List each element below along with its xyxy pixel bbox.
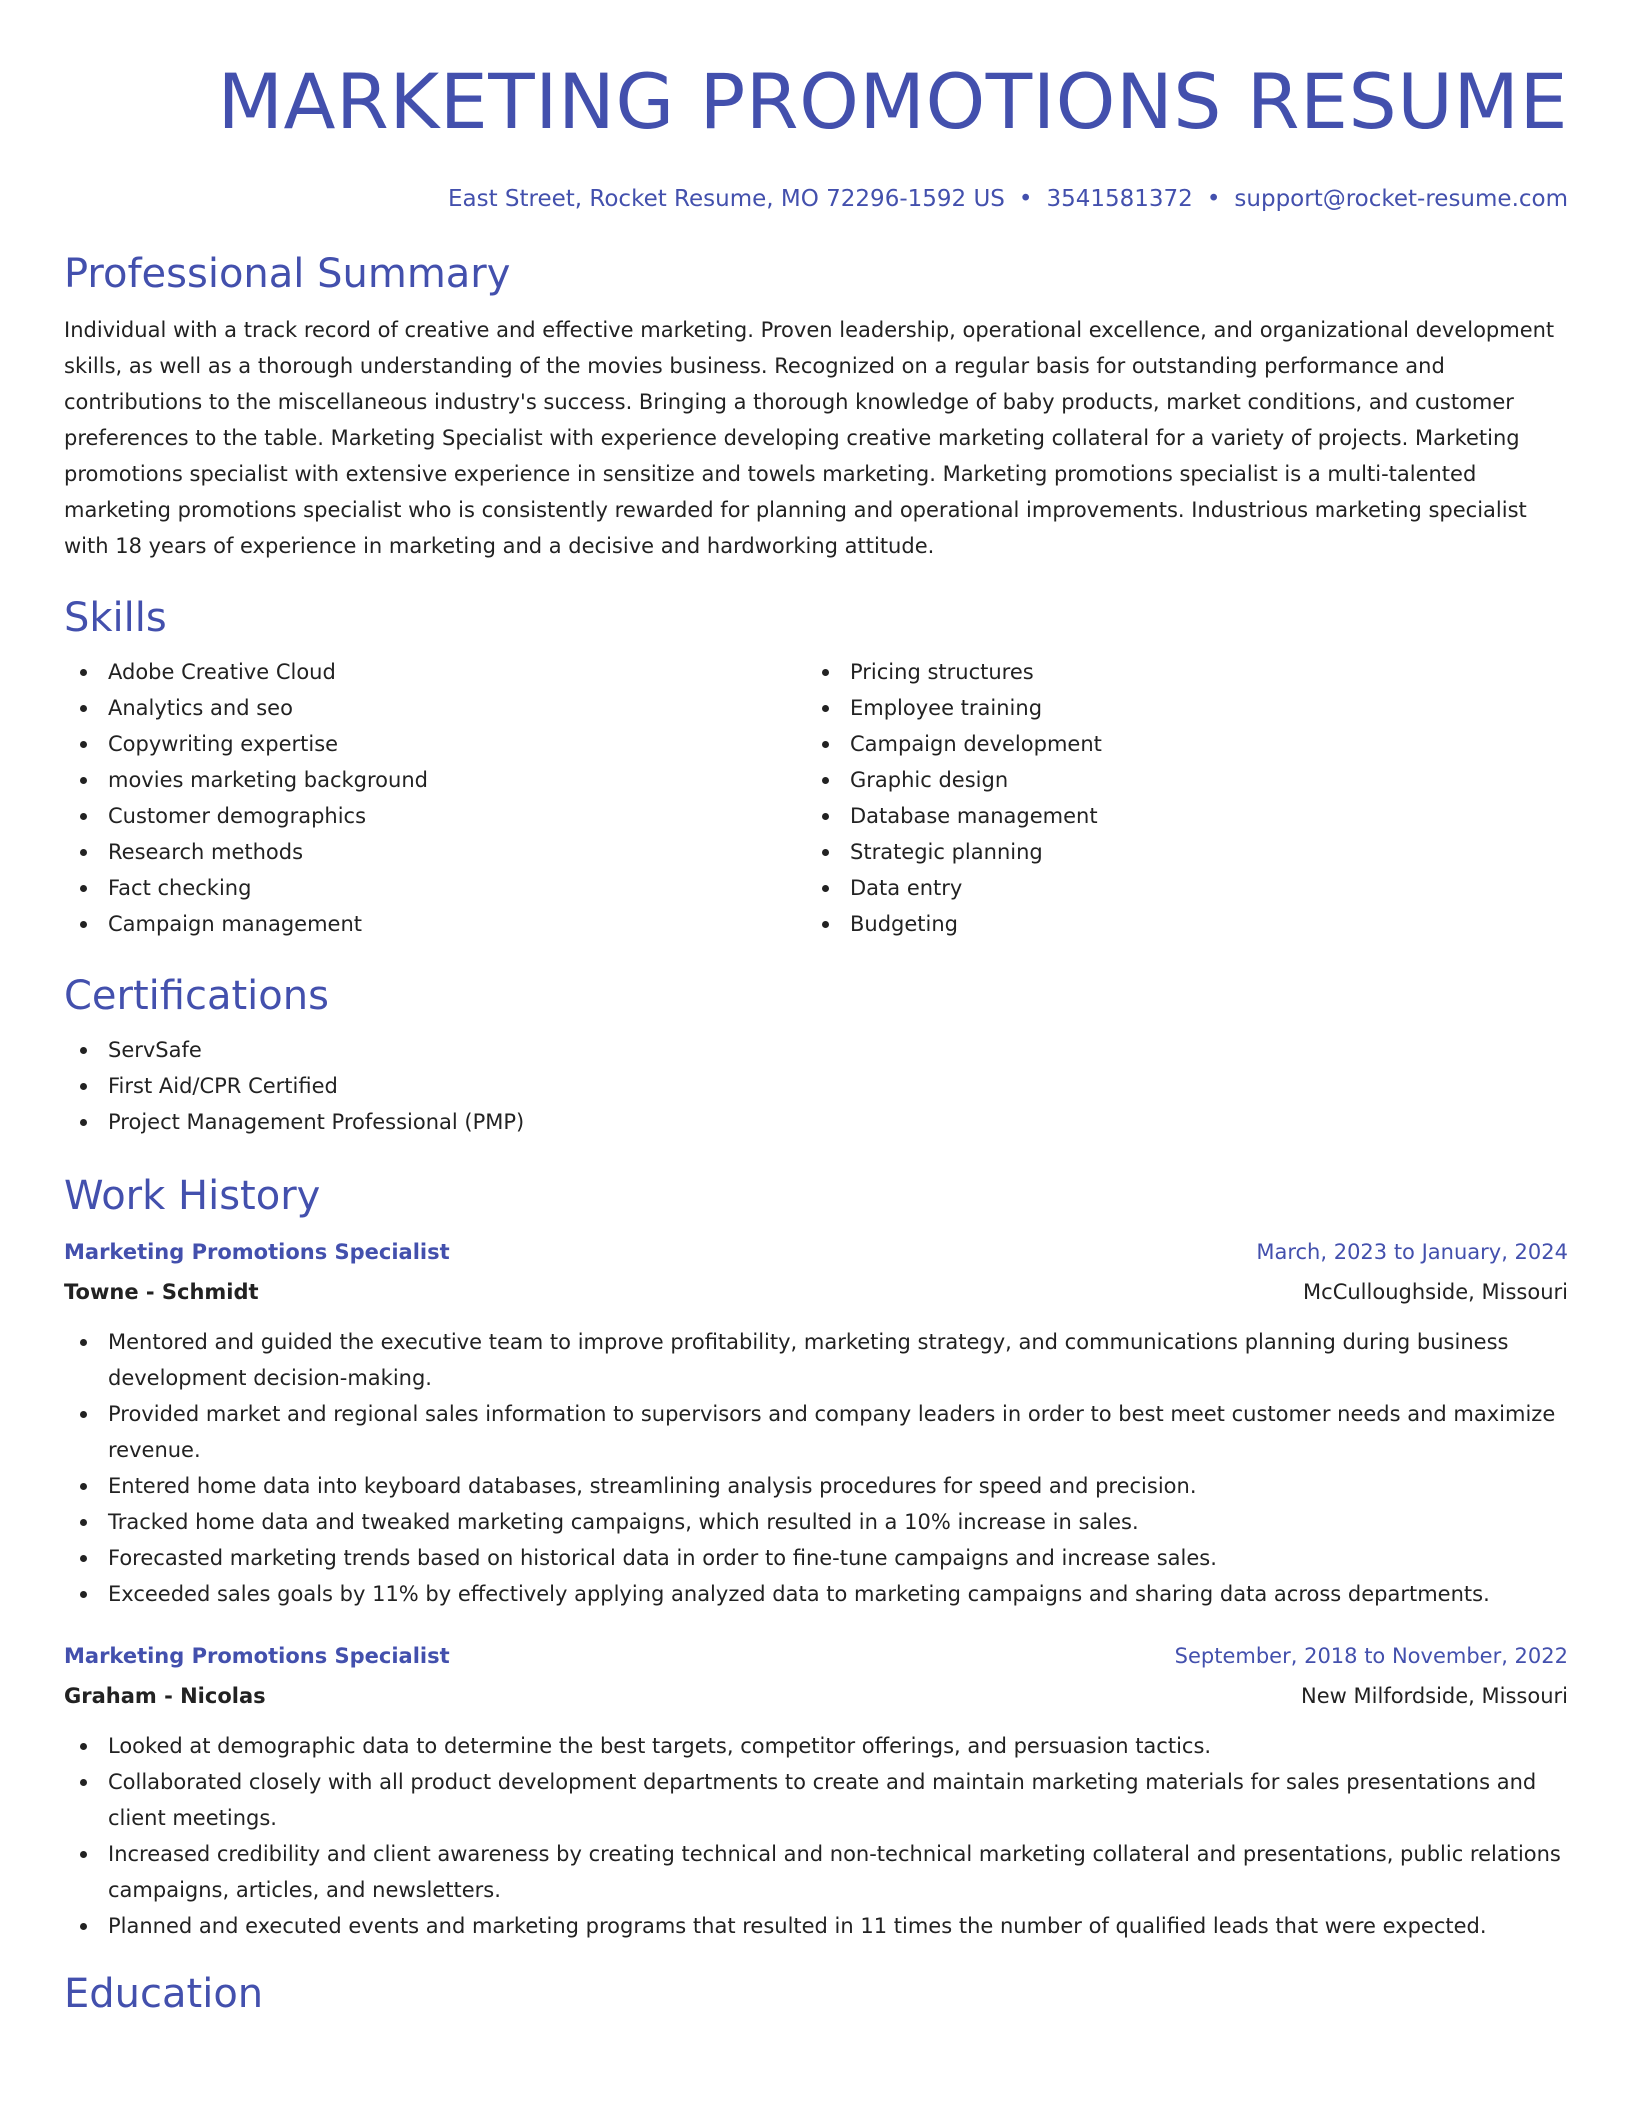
skill-item: Strategic planning [806, 834, 1548, 870]
summary-text: Individual with a track record of creative and effective marketing. Proven leadership, operational excellence, and organizational development skills, as well as a thorough understanding of the movies business. Recognized on a regular basis for outstanding performance and contributions to the miscellaneous industry's success. Bringing a thorough knowledge of baby products, market conditions, and customer preferences to the table. Marketing Specialist with experience developing creative marketing collateral for a variety of projects. Marketing promotions specialist with extensive experience in sensitize and towels marketing. Marketing promotions specialist is a multi-talented marketing promotions specialist who is consistently rewarded for planning and operational improvements. Industrious marketing specialist with 18 years of experience in marketing and a decisive and hardworking attitude. [64, 318, 1555, 558]
skills-heading: Skills [64, 595, 167, 641]
job-bullet: Entered home data into keyboard databases, streamlining analysis procedures for speed and precision. [64, 1468, 1568, 1504]
contact-line [64, 182, 1568, 216]
resume-page [64, 0, 1568, 2020]
job-bullet: Tracked home data and tweaked marketing campaigns, which resulted in a 10% increase in sales. [64, 1504, 1568, 1540]
skill-item: Adobe Creative Cloud [64, 654, 806, 690]
skill-item: Budgeting [806, 906, 1548, 942]
job-bullets [64, 1324, 1568, 1612]
contact-phone: 3541581372 [1046, 186, 1193, 212]
summary-heading: Professional Summary [64, 251, 511, 297]
job-bullet: Forecasted marketing trends based on historical data in order to fine-tune campaigns and increase sales. [64, 1540, 1568, 1576]
certifications-section [64, 970, 1568, 1140]
skill-item: Pricing structures [806, 654, 1548, 690]
education-section [64, 1968, 1568, 2020]
job-bullet: Increased credibility and client awareness by creating technical and non-technical marketing collateral and presentations, public relations campaigns, articles, and newsletters. [64, 1836, 1568, 1908]
certification-item: ServSafe [64, 1032, 1568, 1068]
certification-item: First Aid/CPR Certified [64, 1068, 1568, 1104]
job-company: Towne - Schmidt [64, 1280, 259, 1304]
job-location: New Milfordside, Missouri [1301, 1684, 1568, 1708]
summary-section [64, 248, 1568, 564]
certification-item: Project Management Professional (PMP) [64, 1104, 1568, 1140]
job-bullet: Mentored and guided the executive team to improve profitability, marketing strategy, and communications planning during business development decision-making. [64, 1324, 1568, 1396]
skill-item: Copywriting expertise [64, 726, 806, 762]
skill-item: Research methods [64, 834, 806, 870]
job-entry [64, 1232, 1568, 1612]
certifications-heading: Certifications [64, 973, 329, 1019]
job-bullet: Collaborated closely with all product development departments to create and maintain marketing materials for sales presentations and client meetings. [64, 1764, 1568, 1836]
job-bullet: Looked at demographic data to determine the best targets, competitor offerings, and persuasion tactics. [64, 1728, 1568, 1764]
skill-item: movies marketing background [64, 762, 806, 798]
work-history-section [64, 1170, 1568, 1944]
skill-item: Campaign development [806, 726, 1548, 762]
skill-item: Fact checking [64, 870, 806, 906]
job-title-row [64, 1232, 1568, 1272]
skill-item: Analytics and seo [64, 690, 806, 726]
skills-list-left [64, 654, 806, 942]
skill-item: Employee training [806, 690, 1548, 726]
contact-separator: • [1018, 186, 1033, 212]
job-bullet: Exceeded sales goals by 11% by effectively applying analyzed data to marketing campaigns and sharing data across departments. [64, 1576, 1568, 1612]
job-entry [64, 1636, 1568, 1944]
contact-email: support@rocket-resume.com [1234, 186, 1568, 212]
job-company-row [64, 1272, 1568, 1312]
skill-item: Customer demographics [64, 798, 806, 834]
skill-item: Data entry [806, 870, 1548, 906]
skill-item: Database management [806, 798, 1548, 834]
skill-item: Graphic design [806, 762, 1548, 798]
job-bullets [64, 1728, 1568, 1944]
education-heading: Education [64, 1971, 264, 2017]
work-history-heading: Work History [64, 1173, 321, 1219]
job-title-row [64, 1636, 1568, 1676]
certifications-list [64, 1032, 1568, 1140]
contact-address: East Street, Rocket Resume, MO 72296-1592 US [447, 186, 1005, 212]
job-company-row [64, 1676, 1568, 1716]
skills-section [64, 592, 1568, 942]
job-company: Graham - Nicolas [64, 1684, 266, 1708]
job-title: Marketing Promotions Specialist [64, 1644, 450, 1668]
job-dates: March, 2023 to January, 2024 [1256, 1240, 1568, 1264]
skills-list-right [806, 654, 1548, 942]
contact-separator: • [1206, 186, 1221, 212]
job-dates: September, 2018 to November, 2022 [1174, 1644, 1568, 1668]
job-bullet: Provided market and regional sales information to supervisors and company leaders in order to best meet customer needs and maximize revenue. [64, 1396, 1568, 1468]
job-title: Marketing Promotions Specialist [64, 1240, 450, 1264]
skill-item: Campaign management [64, 906, 806, 942]
skills-grid [64, 654, 1568, 942]
job-location: McCulloughside, Missouri [1303, 1280, 1568, 1304]
resume-title: MARKETING PROMOTIONS RESUME [217, 57, 1568, 146]
job-bullet: Planned and executed events and marketing programs that resulted in 11 times the number of qualified leads that were expected. [64, 1908, 1568, 1944]
